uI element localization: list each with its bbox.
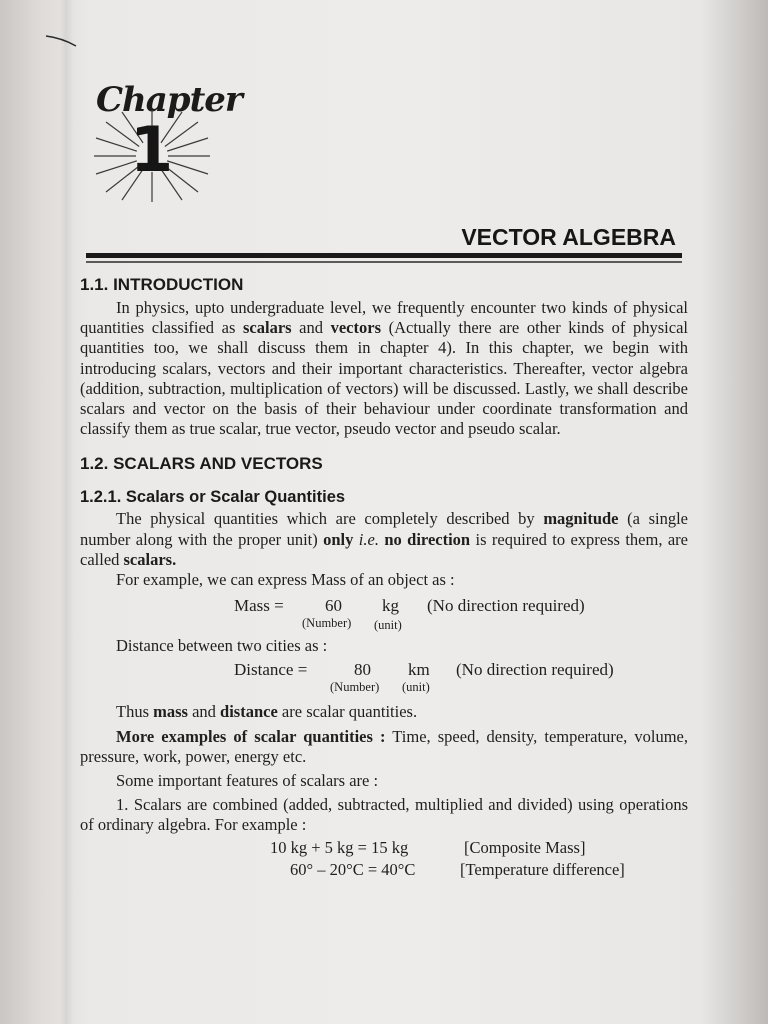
distance-eq-note: (No direction required) xyxy=(456,660,614,680)
thus-and: and xyxy=(187,702,221,722)
mass-eq-number: 60 xyxy=(325,596,342,616)
def-text-a: The physical quantities which are completely described by xyxy=(116,509,544,529)
thus-sentence xyxy=(80,702,688,722)
calc2-note: [Temperature difference] xyxy=(460,859,625,879)
mass-equation xyxy=(80,590,688,636)
term-scalars-def: scalars. xyxy=(123,549,177,569)
def-text-b: (a single number along with the proper unit) xyxy=(80,509,688,549)
intro-and: and xyxy=(291,318,331,338)
subsection-heading-scalars: 1.2.1. Scalars or Scalar Quantities xyxy=(80,488,346,507)
chapter-number: 1 xyxy=(130,113,174,186)
distance-eq-unit: km xyxy=(408,660,430,680)
distance-example-intro: Distance between two cities as : xyxy=(116,636,328,656)
mass-eq-unit: kg xyxy=(382,596,399,616)
intro-text: In physics, upto undergraduate level, we frequently encounter two kinds of physical quantities classified as xyxy=(80,298,688,338)
distance-eq-lhs: Distance = xyxy=(234,660,308,680)
term-distance: distance xyxy=(220,702,278,722)
calc1-expr: 10 kg + 5 kg = 15 kg xyxy=(270,837,409,857)
distance-eq-number: 80 xyxy=(354,660,371,680)
distance-eq-unit-caption: (unit) xyxy=(402,680,430,695)
feature-1: 1. Scalars are combined (added, subtracted, multiplied and divided) using operations of ordinary algebra. For example : xyxy=(80,795,688,835)
mass-eq-unit-caption: (unit) xyxy=(374,618,402,633)
def-ie: i.e. xyxy=(353,529,379,549)
section-heading-scalars-vectors: 1.2. SCALARS AND VECTORS xyxy=(80,454,323,474)
mass-eq-number-caption: (Number) xyxy=(302,616,352,631)
chapter-label: Chapter xyxy=(96,80,242,120)
distance-equation xyxy=(80,656,688,702)
title-rule-thin xyxy=(86,261,682,263)
term-vectors: vectors xyxy=(330,318,381,338)
calc-composite-mass xyxy=(80,836,688,860)
calc-temperature-difference xyxy=(80,860,688,884)
section-heading-introduction: 1.1. INTRODUCTION xyxy=(80,275,244,294)
chapter-title: VECTOR ALGEBRA xyxy=(461,224,676,250)
mass-example-intro: For example, we can express Mass of an object as : xyxy=(116,570,455,590)
page-body xyxy=(80,272,688,884)
calc2-expr: 60° – 20°C = 40°C xyxy=(290,859,416,879)
thus-text-b: are scalar quantities. xyxy=(277,702,418,722)
def-text-c: is required to express them, are called xyxy=(80,529,688,569)
mass-eq-note: (No direction required) xyxy=(427,596,585,616)
more-examples xyxy=(80,727,688,767)
thus-text-a: Thus xyxy=(116,702,154,722)
intro-text-rest: (Actually there are other kinds of physical quantities too, we shall discuss them in chapter 4). In this chapter, we begin with introducing scalars, vectors and their important characteristics. Thereafter, vector algebra (addition, subtraction, multiplication of vectors) will be discussed. Lastly, we shall describe scalars and vector on the basis of their behaviour under coordinate transformation and classify them as true scalar, true vector, pseudo vector and pseudo scalar. xyxy=(80,318,688,439)
mass-eq-lhs: Mass = xyxy=(234,596,284,616)
distance-eq-number-caption: (Number) xyxy=(330,680,380,695)
title-rule xyxy=(86,253,682,258)
term-only: only xyxy=(323,529,354,549)
more-examples-label: More examples of scalar quantities : xyxy=(116,726,386,746)
page-edge-mark xyxy=(44,32,78,48)
more-examples-list: Time, speed, density, temperature, volume, pressure, work, power, energy etc. xyxy=(80,726,688,766)
scalar-definition xyxy=(80,509,688,570)
term-no-direction: no direction xyxy=(378,529,471,549)
term-magnitude: magnitude xyxy=(543,509,619,529)
term-mass: mass xyxy=(153,702,188,722)
features-intro: Some important features of scalars are : xyxy=(116,771,379,791)
calc1-note: [Composite Mass] xyxy=(464,837,586,857)
page-gutter-shadow xyxy=(60,0,74,1024)
intro-paragraph xyxy=(80,298,688,439)
term-scalars: scalars xyxy=(243,318,292,338)
